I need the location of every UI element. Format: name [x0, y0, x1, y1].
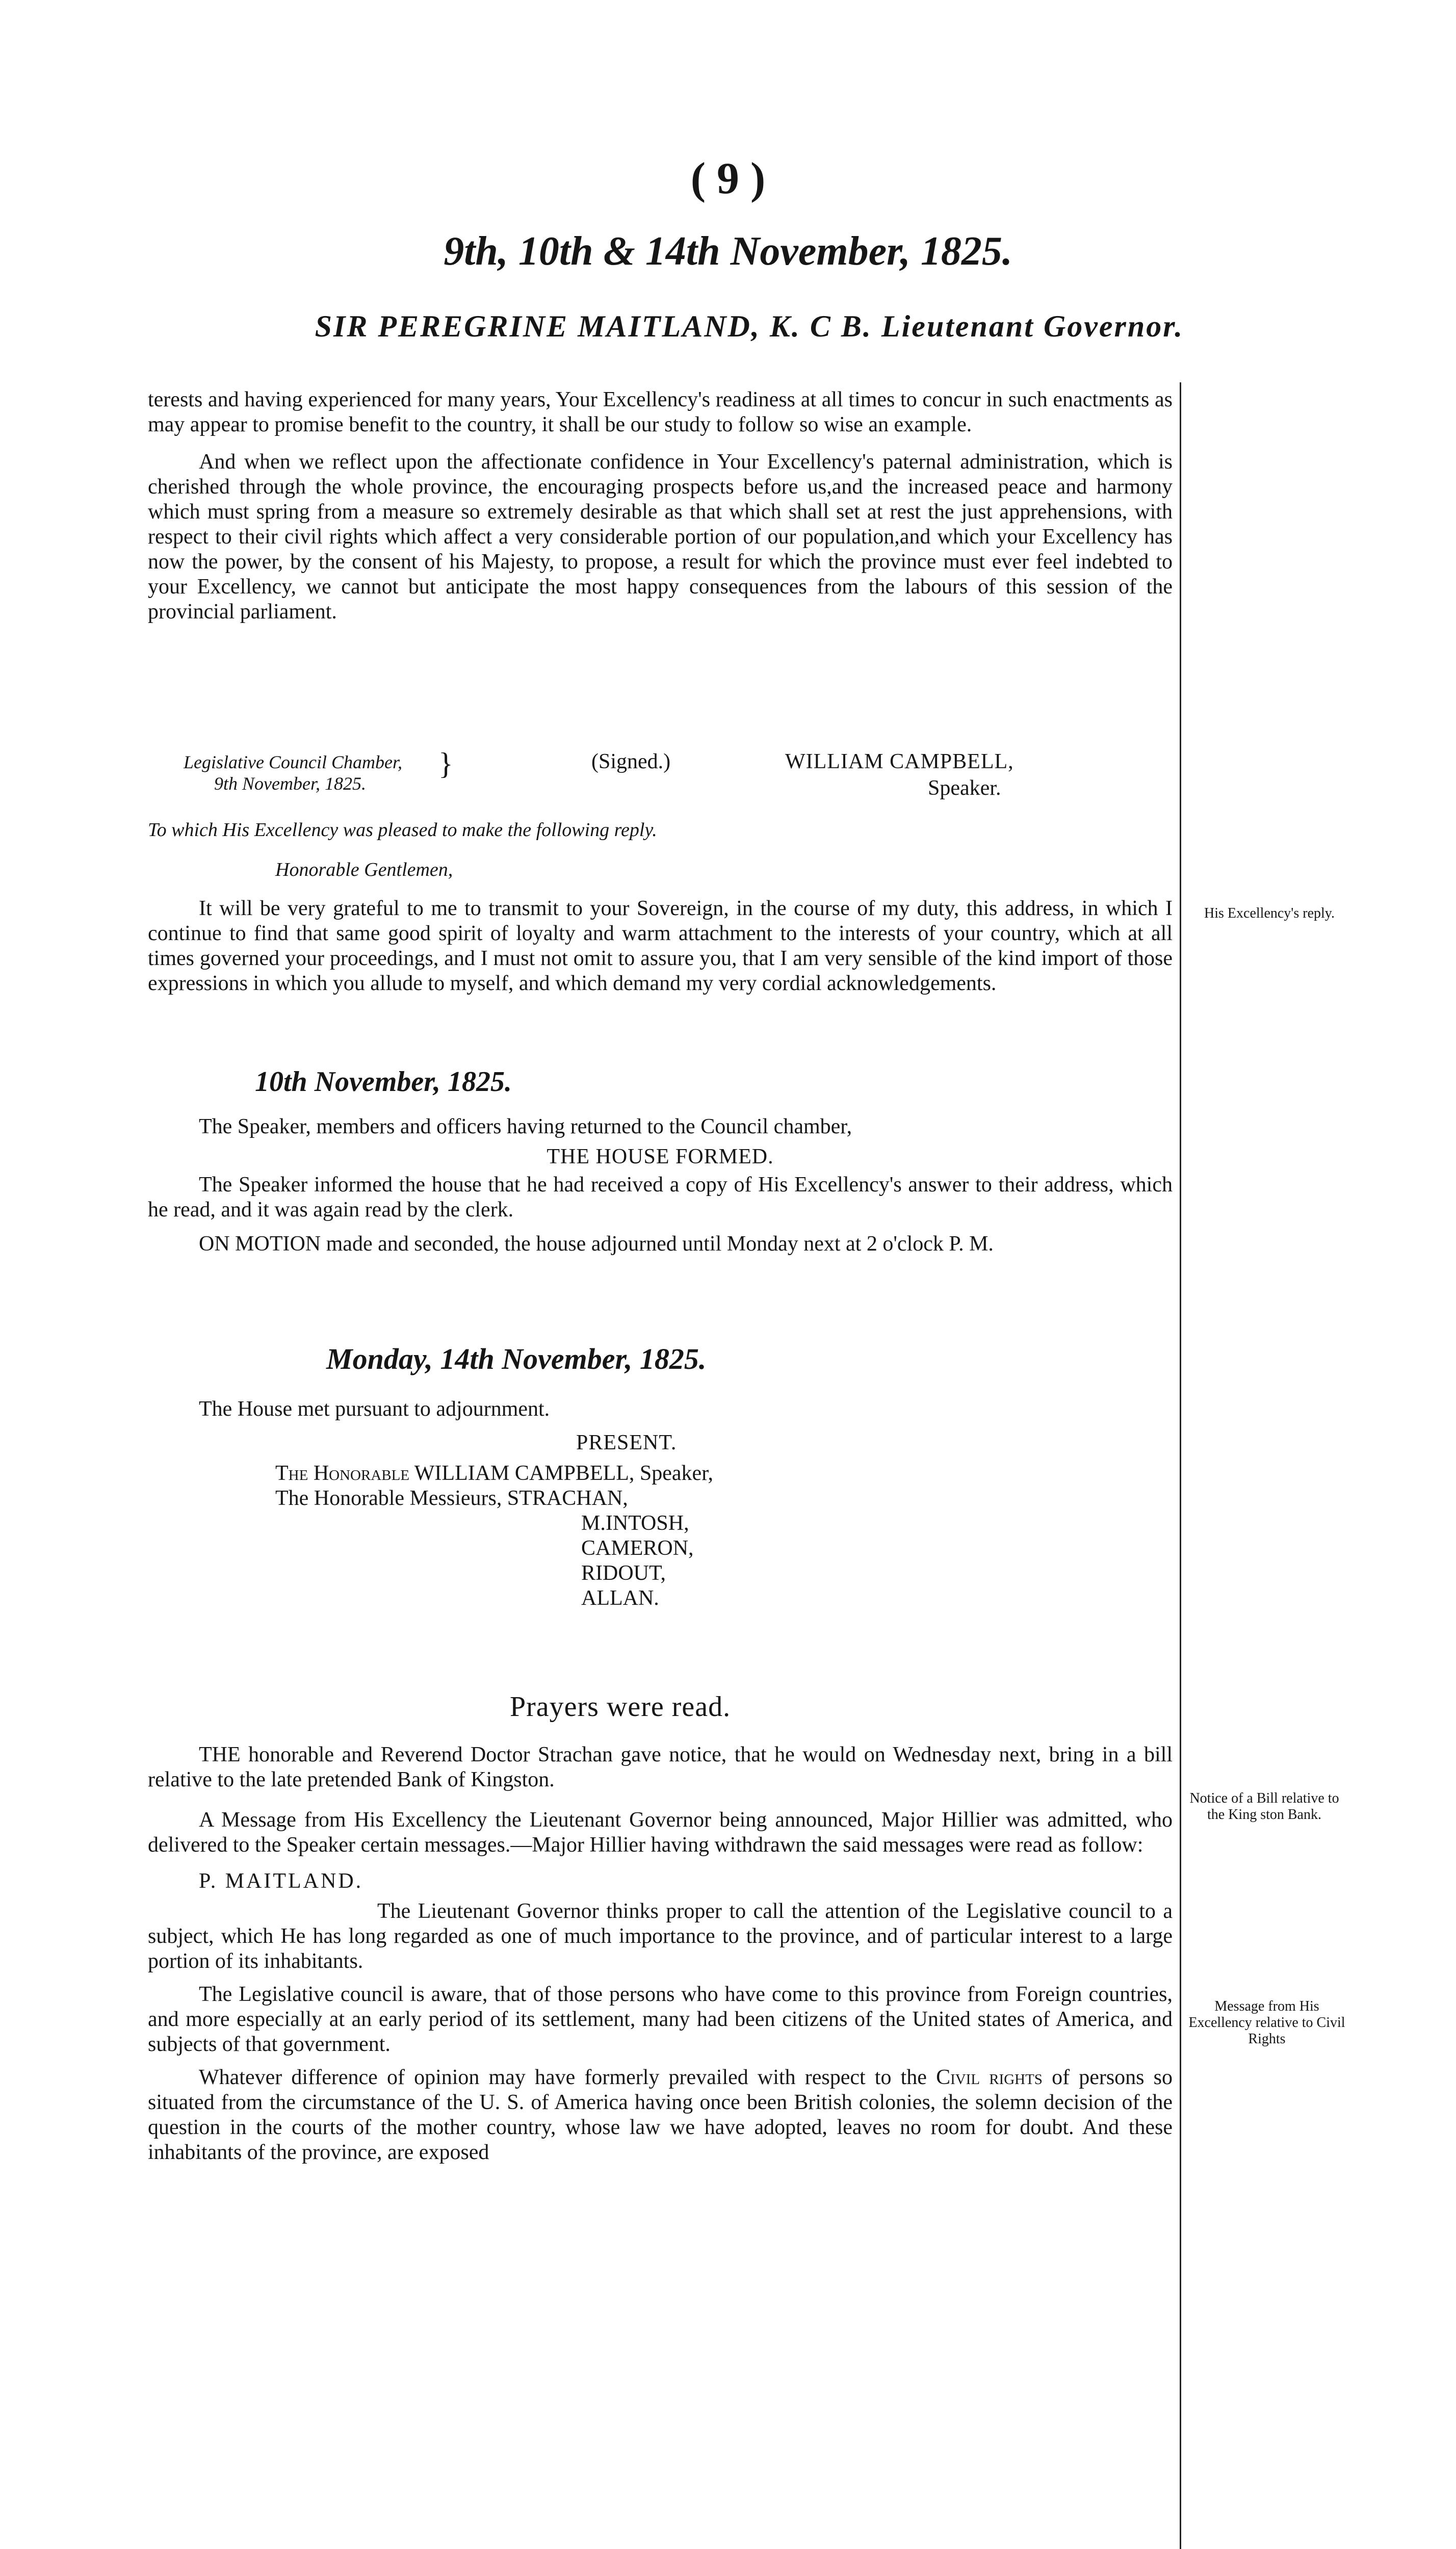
message-paragraph-1: The Lieutenant Governor thinks proper to call the attention of the Legislative council to a subject, which He has long regarded as one of much importance to the province, and of particular interest to a large portion of its inhabitants.	[148, 1900, 1173, 1973]
bill-notice: THE honorable and Reverend Doctor Strachan gave notice, that he would on Wednesday next, bring in a bill relative to the late pretended Bank of Kingston.	[148, 1743, 1173, 1791]
address-paragraph-1: terests and having experienced for many years, Your Excellency's readiness at all times to concur in such enactments as may appear to promise benefit to the country, it shall be our study to follow so wise an example.	[148, 388, 1173, 436]
margin-note-bill: Notice of a Bill relative to the King ston Bank.	[1189, 1790, 1339, 1823]
reply-salutation: Honorable Gentlemen,	[275, 859, 453, 880]
maitland-signature: P. MAITLAND.	[199, 1869, 363, 1893]
nov10-para3: ON MOTION made and seconded, the house adjourned until Monday next at 2 o'clock P. M.	[199, 1232, 994, 1256]
margin-note-reply: His Excellency's reply.	[1204, 905, 1335, 921]
member-name: ALLAN.	[581, 1586, 659, 1610]
signer-name: WILLIAM CAMPBELL,	[785, 750, 1014, 773]
address-paragraph-2: And when we reflect upon the affectionate confidence in Your Excellency's paternal administration, which is cherished through the whole province, the encouraging prospects before us,and the increased peace and harmony which must spring from a measure so extremely desirable as that which shall set at rest the just apprehensions, with respect to their civil rights which affect a very considerable portion of our population,and which your Excellency has now the power, by the consent of his Majesty, to propose, a result for which the province must ever feel indebted to your Excellency, we cannot but anticipate the most happy consequences from the labours of this session of the provincial parliament.	[148, 450, 1173, 623]
nov14-proceedings	[148, 1742, 1173, 2165]
nov10-section	[148, 1114, 1173, 1257]
speaker-prefix: The Honorable	[275, 1462, 410, 1485]
margin-rule	[1180, 382, 1181, 2549]
brace-glyph: }	[438, 747, 453, 781]
nov10-para2: The Speaker informed the house that he had received a copy of His Excellency's answer to their address, which he read, and it was again read by the clerk.	[148, 1173, 1173, 1221]
page-number: ( 9 )	[690, 154, 766, 203]
signer-title: Speaker.	[928, 776, 1001, 800]
member-name: M.INTOSH,	[581, 1512, 689, 1535]
signed-label: (Signed.)	[591, 750, 671, 773]
message-paragraph-3	[148, 2065, 1173, 2165]
speaker-name: WILLIAM CAMPBELL, Speaker,	[414, 1462, 713, 1485]
civil-rights-term: Civil rights	[936, 2066, 1043, 2089]
address-body	[148, 387, 1173, 625]
date-heading: 9th, 10th & 14th November, 1825.	[444, 229, 1012, 274]
message-paragraph-3-start: Whatever difference of opinion may have formerly prevailed with respect to the	[199, 2066, 927, 2089]
messieurs-line	[275, 1486, 713, 1511]
messieurs-label: The Honorable Messieurs,	[275, 1487, 502, 1510]
member-name: RIDOUT,	[581, 1562, 666, 1585]
house-met: The House met pursuant to adjournment.	[199, 1397, 550, 1421]
margin-note-message: Message from His Excellency relative to Civil Rights	[1188, 1998, 1345, 2047]
message-paragraph-2: The Legislative council is aware, that of those persons who have come to this province from Foreign countries, and more especially at an early period of its settlement, many had been citizens of the United states of America, and subjects of that government.	[148, 1983, 1173, 2056]
message-paragraph-3-rest: of persons so situated from the circumstance of the U. S. of America having once been British colonies, the solemn decision of the question in the courts of the mother country, whose law we have adopted, leaves no room for doubt. And these inhabitants of the province, are exposed	[148, 2066, 1173, 2164]
house-formed: THE HOUSE FORMED.	[547, 1145, 774, 1168]
governor-line: SIR PEREGRINE MAITLAND, K. C B. Lieutenant Governor.	[315, 309, 1184, 343]
members-block	[275, 1461, 713, 1611]
member-name: CAMERON,	[581, 1537, 694, 1560]
present-heading: PRESENT.	[576, 1431, 677, 1454]
reply-text: It will be very grateful to me to transmit to your Sovereign, in the course of my duty, this address, in which I continue to find that same good spirit of loyalty and warm attachment to the interests of your country, which at all times governed your proceedings, and I must not omit to assure you, that I am very sensible of the kind import of those expressions in which you allude to myself, and which demand my very cordial acknowledgements.	[148, 897, 1173, 995]
nov10-heading: 10th November, 1825.	[255, 1066, 512, 1098]
nov14-heading: Monday, 14th November, 1825.	[326, 1342, 707, 1375]
date-line: 9th November, 1825.	[214, 773, 366, 794]
prayers-heading: Prayers were read.	[510, 1691, 731, 1723]
message-announcement: A Message from His Excellency the Lieutenant Governor being announced, Major Hillier was admitted, who delivered to the Speaker certain messages.—Major Hillier having withdrawn the said messages were read as follow:	[148, 1808, 1173, 1857]
place-line: Legislative Council Chamber,	[184, 752, 402, 772]
reply-intro: To which His Excellency was pleased to make the following reply.	[148, 819, 657, 841]
reply-body	[148, 896, 1173, 996]
speaker-line	[275, 1461, 713, 1486]
member-name: STRACHAN,	[507, 1487, 628, 1510]
nov10-para1: The Speaker, members and officers having returned to the Council chamber,	[199, 1115, 852, 1138]
place-date	[184, 751, 402, 794]
